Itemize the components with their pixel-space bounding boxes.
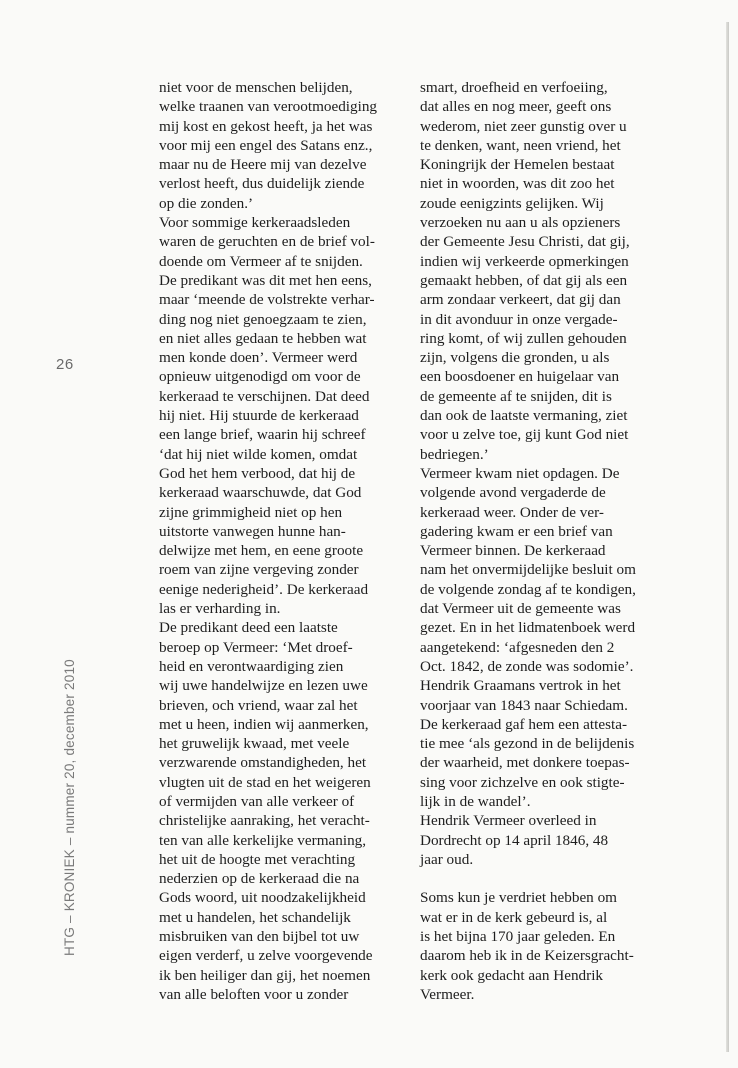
- text-line: van alle beloften voor u zonder: [159, 985, 349, 1003]
- text-line: een boosdoener en huigelaar van: [420, 368, 620, 386]
- text-line: mij kost en gekost heeft, ja het was: [159, 117, 373, 135]
- text-line: der waarheid, met donkere toepas-: [420, 754, 630, 772]
- text-line: eenige nederigheid’. De kerkeraad: [159, 580, 369, 598]
- right-column: [420, 78, 660, 1004]
- text-line: gemaakt hebben, of dat gij als een: [420, 271, 628, 289]
- text-line: Dordrecht op 14 april 1846, 48: [420, 831, 609, 849]
- text-line: zoude eenigzints gelijken. Wij: [420, 194, 604, 212]
- text-line: Hendrik Graamans vertrok in het: [420, 677, 621, 695]
- text-line: tie mee ‘als gezond in de belijdenis: [420, 735, 635, 753]
- text-line: dat alles en nog meer, geeft ons: [420, 98, 612, 116]
- running-head: HTG – KRONIEK – nummer 20, december 2010: [62, 659, 77, 956]
- text-line: dan ook de laatste vermaning, ziet: [420, 407, 628, 425]
- text-line: volgende avond vergaderde de: [420, 484, 606, 502]
- text-line: lijk in de wandel’.: [420, 792, 531, 810]
- text-line: bedriegen.’: [420, 445, 489, 463]
- page-number: 26: [56, 356, 74, 373]
- text-line: roem van zijne vergeving zonder: [159, 561, 359, 579]
- text-line: ten van alle kerkelijke vermaning,: [159, 831, 367, 849]
- text-line: een lange brief, waarin hij schreef: [159, 426, 366, 444]
- text-line: gezet. En in het lidmatenboek werd: [420, 619, 636, 637]
- text-line: met u handelen, het schandelijk: [159, 908, 351, 926]
- text-line: Voor sommige kerkeraadsleden: [159, 214, 351, 232]
- text-line: daarom heb ik in de Keizersgracht-: [420, 947, 634, 965]
- text-line: heid en verontwaardiging zien: [159, 657, 344, 675]
- text-line: misbruiken van den bijbel tot uw: [159, 928, 360, 946]
- text-line: Koningrijk der Hemelen bestaat: [420, 156, 615, 174]
- text-line: het uit de hoogte met verachting: [159, 850, 356, 868]
- text-line: voorjaar van 1843 naar Schiedam.: [420, 696, 628, 714]
- text-line: voor u zelve toe, gij kunt God niet: [420, 426, 629, 444]
- text-line: welke traanen van verootmoediging: [159, 98, 378, 116]
- text-line: is het bijna 170 jaar geleden. En: [420, 928, 616, 946]
- text-line: vlugten uit de stad en het weigeren: [159, 773, 371, 791]
- text-line: God het hem verbood, dat hij de: [159, 464, 356, 482]
- text-line: Soms kun je verdriet hebben om: [420, 889, 617, 907]
- text-line: wederom, niet zeer gunstig over u: [420, 117, 627, 135]
- text-line: dat Vermeer uit de gemeente was: [420, 600, 621, 618]
- text-line: gadering kwam er een brief van: [420, 522, 613, 540]
- text-line: nam het onvermijdelijke besluit om: [420, 561, 636, 579]
- text-line: niet in woorden, was dit zoo het: [420, 175, 615, 193]
- text-line: waren de geruchten en de brief vol-: [159, 233, 375, 251]
- text-line: eigen verderf, u zelve voorgevende: [159, 947, 373, 965]
- text-line: De kerkeraad gaf hem een attesta-: [420, 715, 628, 733]
- paragraph-gap: [420, 869, 660, 888]
- text-line: ding nog niet genoegzaam te zien,: [159, 310, 367, 328]
- text-line: te denken, want, neen vriend, het: [420, 136, 621, 154]
- text-line: nederzien op de kerkeraad die na: [159, 870, 360, 888]
- text-line: verzwarende omstandigheden, het: [159, 754, 367, 772]
- text-line: kerkeraad weer. Onder de ver-: [420, 503, 604, 521]
- text-line: wat er in de kerk gebeurd is, al: [420, 908, 608, 926]
- text-line: ‘dat hij niet wilde komen, omdat: [159, 445, 358, 463]
- text-line: doende om Vermeer af te snijden.: [159, 252, 363, 270]
- text-line: ik ben heiliger dan gij, het noemen: [159, 966, 371, 984]
- text-line: der Gemeente Jesu Christi, dat gij,: [420, 233, 630, 251]
- text-line: ring komt, of wij zullen gehouden: [420, 329, 627, 347]
- text-line: verlost heeft, dus duidelijk ziende: [159, 175, 365, 193]
- text-line: brieven, och vriend, waar zal het: [159, 696, 358, 714]
- text-line: jaar oud.: [420, 850, 474, 868]
- text-line: christelijke aanraking, het veracht-: [159, 812, 370, 830]
- text-line: arm zondaar verkeert, dat gij dan: [420, 291, 621, 309]
- text-line: Vermeer kwam niet opdagen. De: [420, 464, 620, 482]
- text-line: kerkeraad waarschuwde, dat God: [159, 484, 362, 502]
- text-line: in dit avonduur in onze vergade-: [420, 310, 618, 328]
- text-line: of vermijden van alle verkeer of: [159, 792, 355, 810]
- text-line: maar nu de Heere mij van dezelve: [159, 156, 367, 174]
- text-line: men konde doen’. Vermeer werd: [159, 349, 358, 367]
- text-line: Vermeer binnen. De kerkeraad: [420, 542, 606, 560]
- text-line: indien wij verkeerde opmerkingen: [420, 252, 629, 270]
- text-line: kerk ook gedacht aan Hendrik: [420, 966, 604, 984]
- text-line: kerkeraad te verschijnen. Dat deed: [159, 387, 370, 405]
- text-line: Oct. 1842, de zonde was sodomie’.: [420, 657, 634, 675]
- text-line: sing voor zichzelve en ook stigte-: [420, 773, 625, 791]
- text-line: op die zonden.’: [159, 194, 254, 212]
- text-line: Hendrik Vermeer overleed in: [420, 812, 597, 830]
- text-line: opnieuw uitgenodigd om voor de: [159, 368, 361, 386]
- text-line: wij uwe handelwijze en lezen uwe: [159, 677, 368, 695]
- text-line: niet voor de menschen belijden,: [159, 79, 353, 96]
- text-line: beroep op Vermeer: ‘Met droef-: [159, 638, 353, 656]
- text-line: het gruwelijk kwaad, met veele: [159, 735, 350, 753]
- text-line: De predikant deed een laatste: [159, 619, 338, 637]
- text-line: met u heen, indien wij aanmerken,: [159, 715, 369, 733]
- text-line: de volgende zondag af te kondigen,: [420, 580, 636, 598]
- text-line: las er verharding in.: [159, 600, 281, 618]
- text-line: Gods woord, uit noodzakelijkheid: [159, 889, 366, 907]
- text-line: uitstorte vanwegen hunne han-: [159, 522, 346, 540]
- text-line: delwijze met hem, en eene groote: [159, 542, 364, 560]
- text-line: aangetekend: ‘afgesneden den 2: [420, 638, 615, 656]
- text-line: hij niet. Hij stuurde de kerkeraad: [159, 407, 359, 425]
- text-line: Vermeer.: [420, 985, 475, 1003]
- text-line: verzoeken nu aan u als opzieners: [420, 214, 621, 232]
- text-line: de gemeente af te snijden, dit is: [420, 387, 612, 405]
- text-line: zijn, volgens die gronden, u als: [420, 349, 610, 367]
- left-column: [159, 78, 399, 1004]
- text-line: voor mij een engel des Satans enz.,: [159, 136, 373, 154]
- text-line: maar ‘meende de volstrekte verhar-: [159, 291, 375, 309]
- text-line: zijne grimmigheid niet op hen: [159, 503, 343, 521]
- text-line: en niet alles gedaan te hebben wat: [159, 329, 367, 347]
- page-edge-shadow: [726, 22, 729, 1052]
- text-line: De predikant was dit met hen eens,: [159, 271, 372, 289]
- text-line: smart, droefheid en verfoeiing,: [420, 79, 608, 96]
